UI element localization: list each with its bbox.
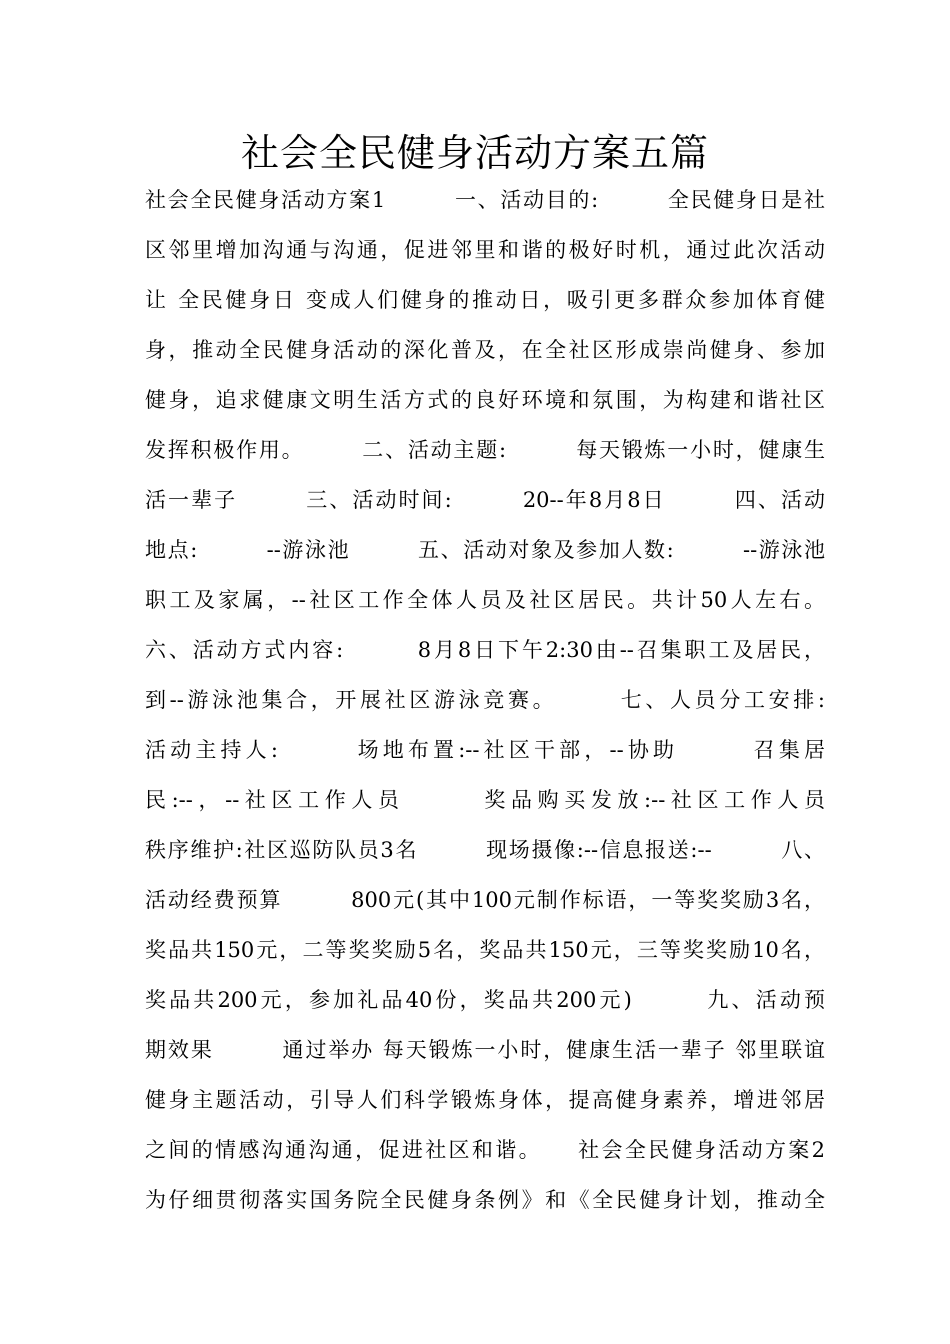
body-line: 秩序维护:社区巡防队员3名 现场摄像:--信息报送:-- 八、 — [145, 838, 825, 862]
body-line: 职工及家属，--社区工作全体人员及社区居民。共计50人左右。 — [145, 588, 825, 612]
body-line: 奖品共200元，参加礼品40份，奖品共200元) 九、活动预 — [145, 988, 825, 1012]
body-line: 民:--，--社区工作人员 奖品购买发放:--社区工作人员 — [145, 788, 825, 812]
body-line: 六、活动方式内容: 8月8日下午2:30由--召集职工及居民， — [145, 638, 825, 662]
body-line: 活动经费预算 800元(其中100元制作标语，一等奖奖励3名， — [145, 888, 825, 912]
body-line: 健身主题活动，引导人们科学锻炼身体，提高健身素养，增进邻居 — [145, 1088, 825, 1112]
document-title: 社会全民健身活动方案五篇 — [240, 131, 709, 175]
body-line: 活一辈子 三、活动时间: 20--年8月8日 四、活动 — [145, 488, 825, 512]
body-line: 社会全民健身活动方案1 一、活动目的: 全民健身日是社 — [145, 188, 825, 212]
body-line: 健身，追求健康文明生活方式的良好环境和氛围，为构建和谐社区 — [145, 388, 825, 412]
body-line: 到--游泳池集合，开展社区游泳竞赛。 七、人员分工安排: — [145, 688, 825, 712]
body-line: 区邻里增加沟通与沟通，促进邻里和谐的极好时机，通过此次活动 — [145, 238, 825, 262]
body-line: 之间的情感沟通沟通，促进社区和谐。 社会全民健身活动方案2 — [145, 1138, 825, 1162]
body-line: 奖品共150元，二等奖奖励5名，奖品共150元，三等奖奖励10名， — [145, 938, 825, 962]
body-line: 期效果 通过举办 每天锻炼一小时，健康生活一辈子 邻里联谊 — [145, 1038, 825, 1062]
body-line: 发挥积极作用。 二、活动主题: 每天锻炼一小时，健康生 — [145, 438, 825, 462]
document-body — [145, 181, 825, 1231]
body-line: 身，推动全民健身活动的深化普及，在全社区形成崇尚健身、参加 — [145, 338, 825, 362]
body-line: 活动主持人: 场地布置:--社区干部，--协助 召集居 — [145, 738, 825, 762]
body-line: 让 全民健身日 变成人们健身的推动日，吸引更多群众参加体育健 — [145, 288, 825, 312]
body-line: 地点: --游泳池 五、活动对象及参加人数: --游泳池 — [145, 538, 825, 562]
body-line: 为仔细贯彻落实国务院全民健身条例》和《全民健身计划，推动全 — [145, 1188, 825, 1212]
